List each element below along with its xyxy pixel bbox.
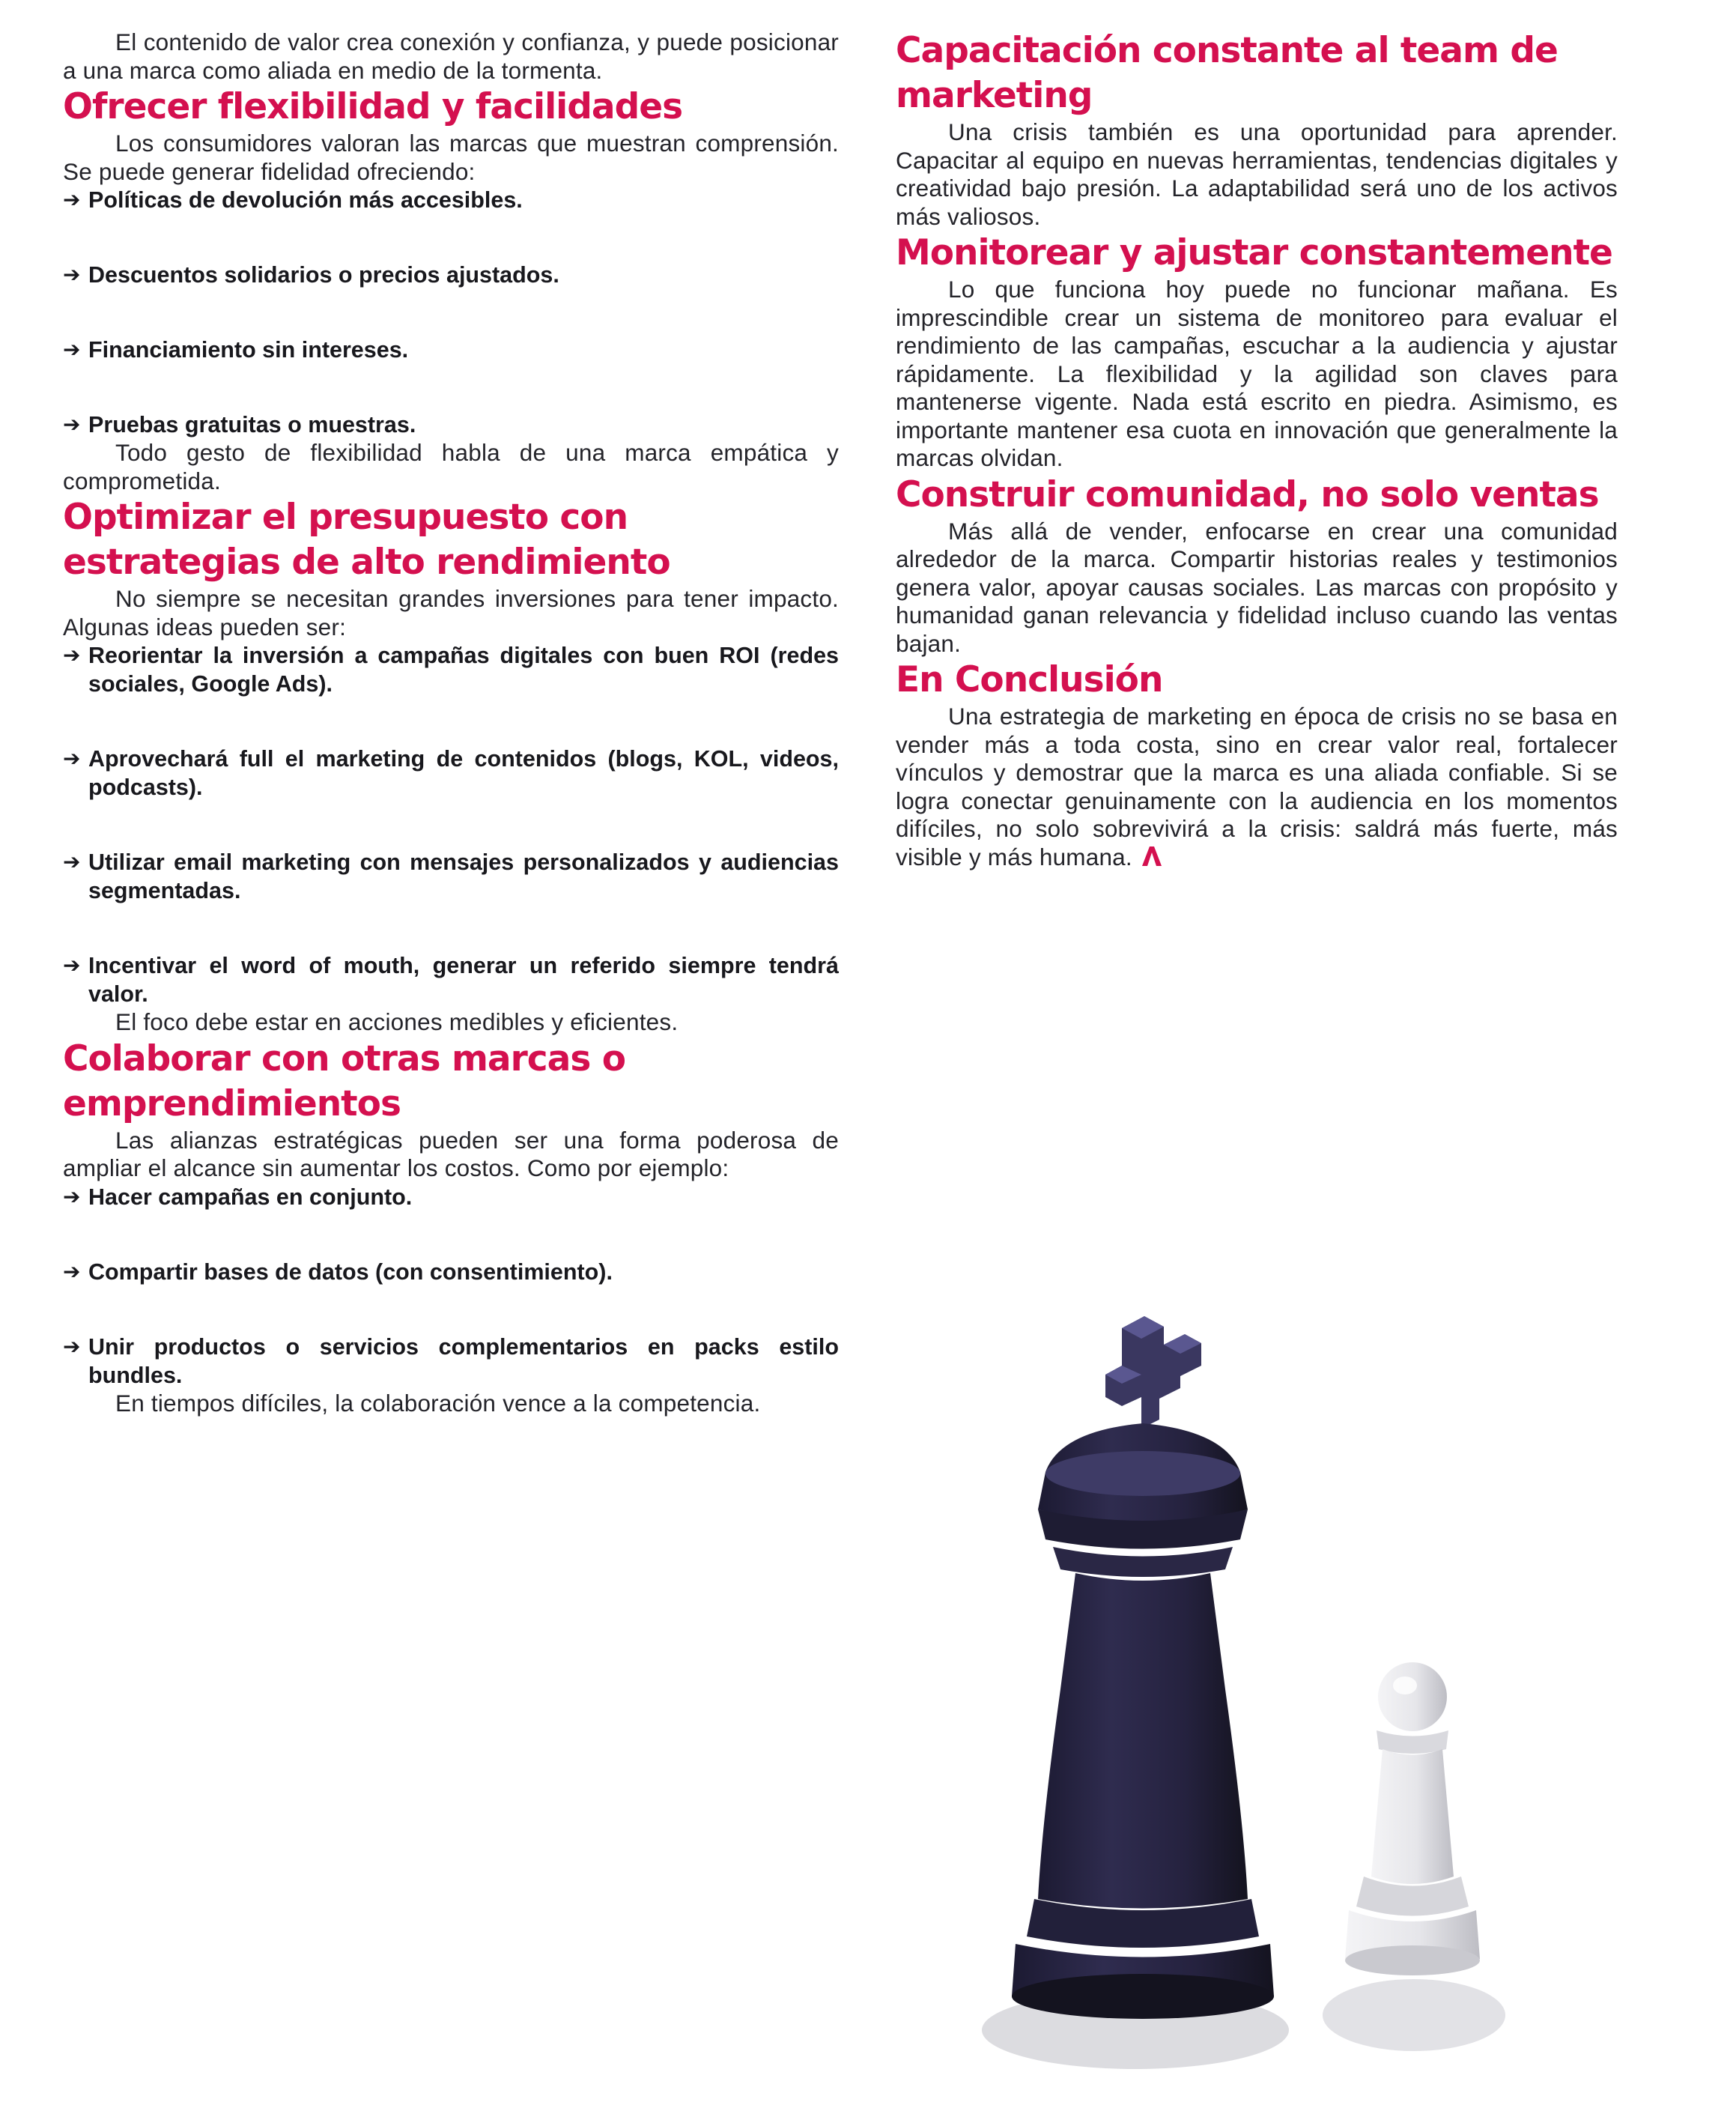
list-item: ➔ Financiamiento sin intereses. <box>63 337 409 363</box>
flexibilidad-list <box>63 186 839 439</box>
list-item: ➔ Reorientar la inversión a campañas digitales con buen ROI (redes sociales, Google Ads). <box>63 643 839 697</box>
heading-presupuesto: Optimizar el presupuesto con estrategias de alto rendimiento <box>63 497 670 583</box>
heading-flexibilidad: Ofrecer flexibilidad y facilidades <box>63 86 683 127</box>
list-item: ➔ Compartir bases de datos (con consentimiento). <box>63 1259 613 1285</box>
right-column <box>896 28 1618 871</box>
heading-capacitacion: Capacitación constante al team de marketing <box>896 30 1558 116</box>
flexibilidad-closing: Todo gesto de flexibilidad habla de una marca empática y comprometida. <box>63 439 839 494</box>
presupuesto-closing: El foco debe estar en acciones medibles y eficientes. <box>115 1008 679 1035</box>
heading-monitorear: Monitorear y ajustar constantemente <box>896 232 1612 273</box>
arrow-icon: ➔ <box>63 338 81 361</box>
left-column <box>63 28 839 1417</box>
monitorear-body: Lo que funciona hoy puede no funcionar mañana. Es imprescindible crear un sistema de monitoreo para evaluar el rendimiento de las campañas, escuchar a la audiencia y ajustar rápidamente. La flexibilidad y la agilidad son claves para mantenerse vigente. Nada está escrito en piedra. Asimismo, es importante mantener esa cuota en innovación que generalmente la marcas olvidan. <box>896 276 1618 471</box>
list-item: ➔ Utilizar email marketing con mensajes personalizados y audiencias segmentadas. <box>63 849 839 903</box>
heading-comunidad: Construir comunidad, no solo ventas <box>896 473 1599 515</box>
intro-paragraph: El contenido de valor crea conexión y confianza, y puede posicionar a una marca como aliada en medio de la tormenta. <box>63 28 839 84</box>
conclusion-body: Una estrategia de marketing en época de crisis no se basa en vender más a toda costa, sino en crear valor real, fortalecer vínculos y demostrar que la marca es una aliada confiable. Si se logra conectar genuinamente con la audiencia en los momentos difíciles, no solo sobrevivirá a la crisis: saldrá más fuerte, más visible y más humana. <box>896 703 1618 870</box>
colaborar-lead: Las alianzas estratégicas pueden ser una forma poderosa de ampliar el alcance sin aumentar los costos. Como por ejemplo: <box>63 1126 839 1181</box>
chess-king-icon <box>1012 1316 1274 2019</box>
chess-pawn-icon <box>1345 1662 1480 1975</box>
presupuesto-lead: No siempre se necesitan grandes inversiones para tener impacto. Algunas ideas pueden ser: <box>63 585 839 640</box>
arrow-icon: ➔ <box>63 954 81 977</box>
pawn-shadow <box>1323 1979 1505 2051</box>
chess-illustration <box>963 1300 1562 2079</box>
heading-colaborar: Colaborar con otras marcas o emprendimientos <box>63 1038 626 1124</box>
arrow-icon: ➔ <box>63 1184 81 1208</box>
list-item: ➔ Políticas de devolución más accesibles. <box>63 187 523 213</box>
capacitacion-body: Una crisis también es una oportunidad para aprender. Capacitar al equipo en nuevas herramientas, tendencias digitales y creatividad bajo presión. La adaptabilidad será uno de los activos más valiosos. <box>896 118 1618 230</box>
list-item: ➔ Unir productos o servicios complementarios en packs estilo bundles. <box>63 1333 839 1388</box>
colaborar-closing: En tiempos difíciles, la colaboración vence a la competencia. <box>115 1389 761 1417</box>
presupuesto-list <box>63 641 839 1008</box>
brand-logo-icon <box>1140 845 1162 867</box>
list-item: ➔ Incentivar el word of mouth, generar un referido siempre tendrá valor. <box>63 953 839 1007</box>
list-item: ➔ Hacer campañas en conjunto. <box>63 1184 413 1210</box>
arrow-icon: ➔ <box>63 1259 81 1283</box>
arrow-icon: ➔ <box>63 263 81 286</box>
flexibilidad-lead: Los consumidores valoran las marcas que muestran comprensión. Se puede generar fidelidad ofreciendo: <box>63 130 839 185</box>
arrow-icon: ➔ <box>63 188 81 211</box>
arrow-icon: ➔ <box>63 413 81 436</box>
arrow-icon: ➔ <box>63 1334 81 1358</box>
list-item: ➔ Descuentos solidarios o precios ajustados. <box>63 262 559 288</box>
colaborar-list <box>63 1183 839 1390</box>
arrow-icon: ➔ <box>63 850 81 873</box>
heading-conclusion: En Conclusión <box>896 659 1163 700</box>
arrow-icon: ➔ <box>63 747 81 770</box>
list-item: ➔ Pruebas gratuitas o muestras. <box>63 412 416 437</box>
list-item: ➔ Aprovechará full el marketing de contenidos (blogs, KOL, videos, podcasts). <box>63 746 839 800</box>
comunidad-body: Más allá de vender, enfocarse en crear una comunidad alrededor de la marca. Compartir historias reales y testimonios genera valor, apoyar causas sociales. Las marcas con propósito y humanidad ganan relevancia y fidelidad incluso cuando las ventas bajan. <box>896 517 1618 657</box>
arrow-icon: ➔ <box>63 643 81 667</box>
